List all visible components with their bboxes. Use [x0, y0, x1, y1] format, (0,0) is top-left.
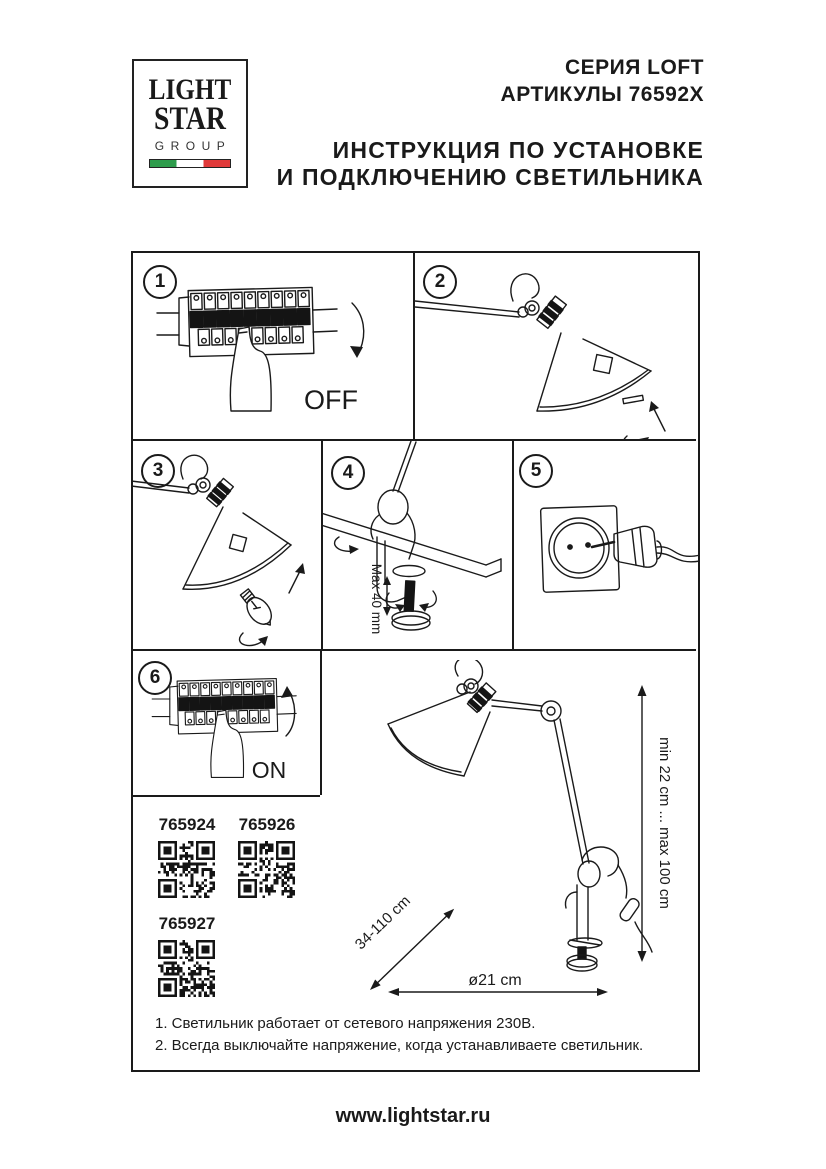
- step-1-breakers-off-illustration: [131, 251, 413, 439]
- diameter-dimension-arrow: [388, 988, 608, 996]
- divider: [320, 651, 322, 795]
- article-numbers: АРТИКУЛЫ 76592X: [500, 83, 704, 106]
- header-series: [501, 54, 704, 108]
- max-40mm-label: Max 40 mm: [369, 563, 384, 635]
- qr-code: [158, 841, 215, 898]
- lightstar-logo: [132, 59, 248, 188]
- italian-flag-icon: [149, 159, 231, 168]
- series-name: СЕРИЯ LOFT: [564, 56, 704, 79]
- divider: [133, 795, 320, 797]
- qr-code-label: 765927: [158, 914, 216, 933]
- height-dimension-label: min 22 cm ... max 100 cm: [656, 737, 673, 909]
- qr-code-label: 765924: [158, 815, 216, 834]
- step-3-badge: 3: [141, 454, 175, 488]
- page-title: [277, 137, 704, 191]
- note-1: 1. Светильник работает от сетевого напряжения 230В.: [155, 1015, 536, 1032]
- qr-code: [238, 841, 295, 898]
- title-line-2: И ПОДКЛЮЧЕНИЮ СВЕТИЛЬНИКА: [276, 164, 704, 190]
- logo-word-star: STAR: [154, 101, 226, 137]
- step-3-bulb-illustration: [131, 441, 321, 649]
- qr-code-label: 765926: [238, 815, 296, 834]
- step-5-badge: 5: [519, 454, 553, 488]
- logo-word-light: LIGHT: [148, 73, 232, 106]
- note-2: 2. Всегда выключайте напряжение, когда устанавливаете светильник.: [155, 1037, 644, 1054]
- step-1-badge: 1: [143, 265, 177, 299]
- step-5-socket-plug-illustration: [514, 441, 700, 649]
- step-4-clamp-illustration: [321, 441, 512, 649]
- step-6-breakers-on-illustration: [131, 651, 320, 795]
- reach-dimension-label: 34-110 cm: [351, 892, 414, 954]
- logo-word-group: GROUP: [154, 139, 232, 153]
- step-4-badge: 4: [331, 456, 365, 490]
- height-dimension-arrow: [638, 685, 647, 962]
- lamp-dimensions-illustration: [330, 660, 700, 1010]
- step-2-shade-illustration: [415, 251, 700, 439]
- qr-code: [158, 940, 215, 997]
- title-line-1: ИНСТРУКЦИЯ ПО УСТАНОВКЕ: [332, 137, 704, 163]
- step-2-badge: 2: [423, 265, 457, 299]
- bulb-icon: [237, 586, 279, 631]
- step-6-badge: 6: [138, 661, 172, 695]
- diameter-dimension-label: ø21 cm: [468, 972, 522, 989]
- on-label: ON: [251, 757, 287, 783]
- safety-notes: [155, 1013, 643, 1057]
- off-label: OFF: [304, 385, 358, 415]
- website-url: www.lightstar.ru: [335, 1105, 491, 1127]
